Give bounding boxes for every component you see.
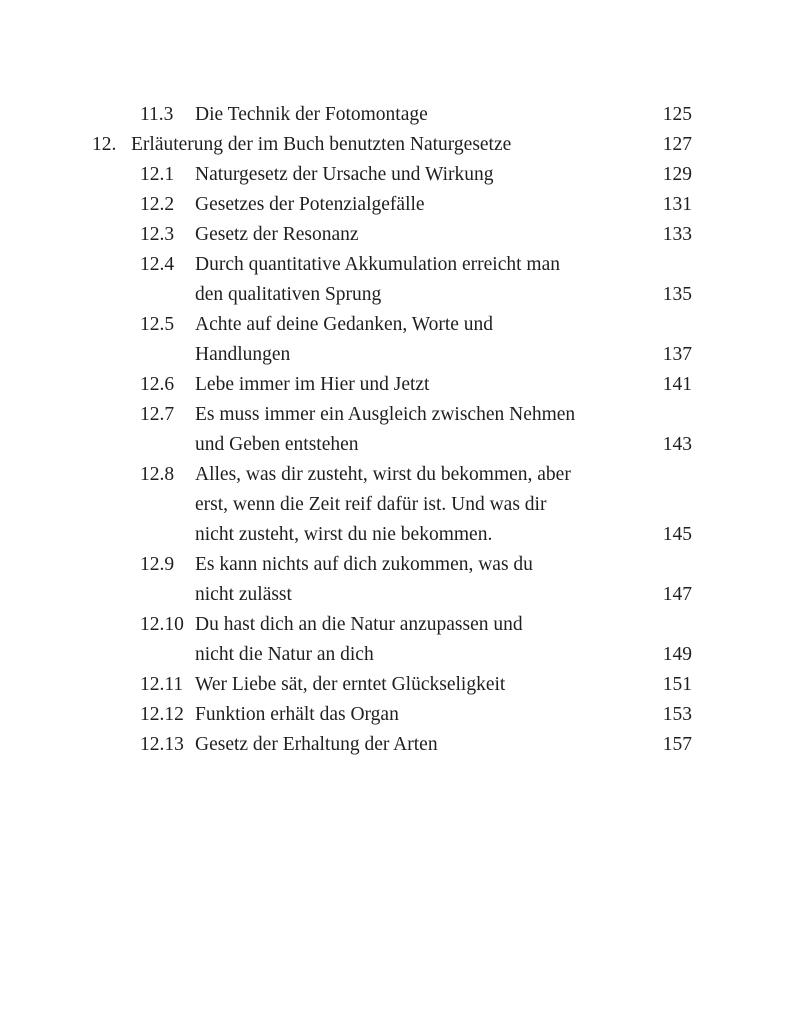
toc-entry-title: Gesetz der Resonanz [195, 224, 359, 245]
toc-entry-title: Naturgesetz der Ursache und Wirkung [195, 164, 494, 185]
toc-entry-title: Du hast dich an die Natur anzupassen und [195, 614, 523, 635]
toc-entry-title: den qualitativen Sprung [195, 284, 382, 305]
toc-entry-continuation [0, 640, 788, 670]
toc-entry-continuation [0, 520, 788, 550]
toc-entry-title: Es kann nichts auf dich zukommen, was du [195, 554, 533, 575]
toc-entry-number: 12.13 [140, 734, 184, 755]
toc-entry [0, 370, 788, 400]
toc-entry [0, 220, 788, 250]
toc-entry-title: Wer Liebe sät, der erntet Glückseligkeit [195, 674, 506, 695]
toc-entry-page-number: 127 [662, 134, 692, 155]
toc-entry-title: Erläuterung der im Buch benutzten Naturgesetze [131, 134, 512, 155]
toc-entry-number: 12.5 [140, 314, 175, 335]
toc-entry-continuation [0, 430, 788, 460]
toc-entry-title: Lebe immer im Hier und Jetzt [195, 374, 430, 395]
toc-entry-title: Gesetzes der Potenzialgefälle [195, 194, 425, 215]
toc-entry-title: nicht die Natur an dich [195, 644, 374, 665]
toc-entry [0, 100, 788, 130]
toc-entry-page-number: 135 [662, 284, 692, 305]
toc-entry-title: nicht zulässt [195, 584, 292, 605]
toc-entry-page-number: 137 [662, 344, 692, 365]
toc-entry [0, 610, 788, 640]
toc-entry-number: 12.6 [140, 374, 175, 395]
toc-entry-title: Alles, was dir zusteht, wirst du bekommen, aber [195, 464, 571, 485]
toc-entry-number: 12.11 [140, 674, 184, 695]
toc-entry-title: Funktion erhält das Organ [195, 704, 399, 725]
toc-entry-page-number: 131 [662, 194, 692, 215]
toc-entry-number: 12. [92, 134, 117, 155]
toc-entry-page-number: 147 [662, 584, 692, 605]
toc-entry-page-number: 129 [662, 164, 692, 185]
toc-entry [0, 160, 788, 190]
toc-entry [0, 460, 788, 490]
toc-entry-continuation [0, 580, 788, 610]
toc-entry [0, 400, 788, 430]
toc-entry-number: 12.2 [140, 194, 175, 215]
toc-entry-number: 12.4 [140, 254, 175, 275]
toc-entry-number: 12.12 [140, 704, 184, 725]
toc-entry [0, 250, 788, 280]
toc-entry-title: Gesetz der Erhaltung der Arten [195, 734, 438, 755]
toc-entry-number: 12.8 [140, 464, 175, 485]
toc-entry-page-number: 143 [662, 434, 692, 455]
toc-entry-page-number: 145 [662, 524, 692, 545]
toc-entry-page-number: 157 [662, 734, 692, 755]
table-of-contents [0, 100, 788, 780]
toc-entry-number: 12.9 [140, 554, 175, 575]
toc-entry [0, 130, 788, 160]
toc-entry-page-number: 151 [662, 674, 692, 695]
toc-entry-continuation [0, 280, 788, 310]
toc-entry-title: Handlungen [195, 344, 291, 365]
toc-entry-title: Es muss immer ein Ausgleich zwischen Nehmen [195, 404, 576, 425]
toc-entry-page-number: 133 [662, 224, 692, 245]
toc-entry-title: Durch quantitative Akkumulation erreicht man [195, 254, 560, 275]
toc-entry-title: erst, wenn die Zeit reif dafür ist. Und was dir [195, 494, 547, 515]
toc-entry-continuation [0, 340, 788, 370]
toc-entry-page-number: 149 [662, 644, 692, 665]
toc-entry-number: 12.1 [140, 164, 175, 185]
toc-entry-number: 11.3 [140, 104, 174, 125]
toc-entry-number: 12.10 [140, 614, 184, 635]
toc-entry-number: 12.7 [140, 404, 175, 425]
toc-entry [0, 310, 788, 340]
toc-entry [0, 190, 788, 220]
toc-entry-page-number: 153 [662, 704, 692, 725]
toc-entry [0, 670, 788, 700]
toc-entry [0, 730, 788, 760]
toc-entry [0, 550, 788, 580]
toc-entry-page-number: 125 [662, 104, 692, 125]
toc-entry [0, 700, 788, 730]
toc-entry-page-number: 141 [662, 374, 692, 395]
toc-entry-title: nicht zusteht, wirst du nie bekommen. [195, 524, 493, 545]
toc-entry-title: Achte auf deine Gedanken, Worte und [195, 314, 494, 335]
toc-entry-title: und Geben entstehen [195, 434, 359, 455]
toc-entry-number: 12.3 [140, 224, 175, 245]
toc-entry-title: Die Technik der Fotomontage [195, 104, 428, 125]
toc-entry-continuation [0, 490, 788, 520]
